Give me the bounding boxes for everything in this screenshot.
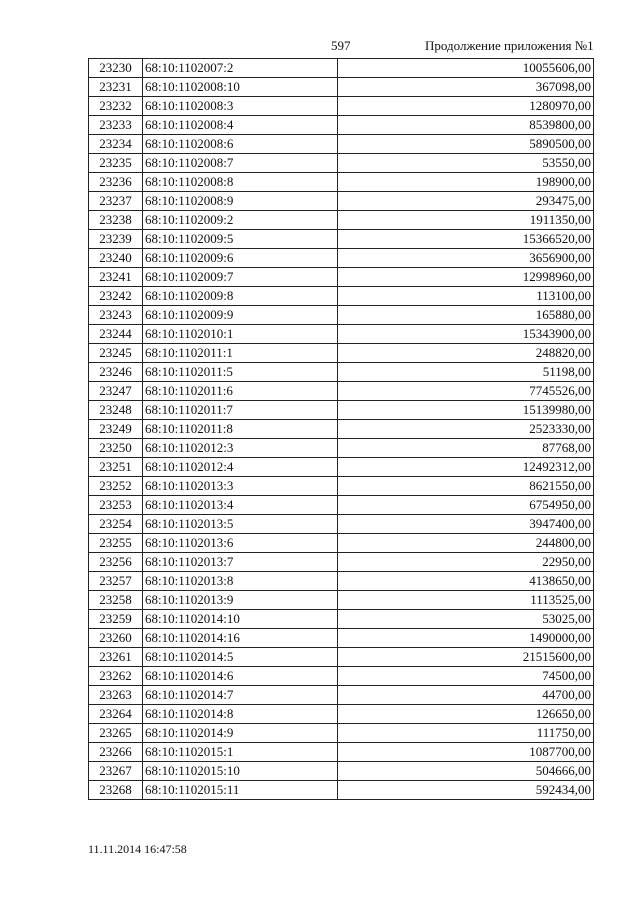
cadastral-number: 68:10:1102008:7 bbox=[143, 154, 338, 173]
cadastral-value: 4138650,00 bbox=[338, 572, 594, 591]
cadastral-value: 2523330,00 bbox=[338, 420, 594, 439]
table-row bbox=[89, 496, 594, 515]
cadastral-number: 68:10:1102015:10 bbox=[143, 762, 338, 781]
row-number: 23245 bbox=[89, 344, 143, 363]
row-number: 23242 bbox=[89, 287, 143, 306]
table-row bbox=[89, 629, 594, 648]
table-row bbox=[89, 781, 594, 800]
cadastral-value: 113100,00 bbox=[338, 287, 594, 306]
row-number: 23231 bbox=[89, 78, 143, 97]
cadastral-value: 87768,00 bbox=[338, 439, 594, 458]
table-row bbox=[89, 268, 594, 287]
row-number: 23264 bbox=[89, 705, 143, 724]
table-row bbox=[89, 230, 594, 249]
cadastral-number: 68:10:1102008:10 bbox=[143, 78, 338, 97]
row-number: 23259 bbox=[89, 610, 143, 629]
row-number: 23243 bbox=[89, 306, 143, 325]
table-row bbox=[89, 667, 594, 686]
row-number: 23253 bbox=[89, 496, 143, 515]
cadastral-number: 68:10:1102014:8 bbox=[143, 705, 338, 724]
cadastral-number: 68:10:1102008:4 bbox=[143, 116, 338, 135]
cadastral-value: 15139980,00 bbox=[338, 401, 594, 420]
row-number: 23252 bbox=[89, 477, 143, 496]
cadastral-number: 68:10:1102008:3 bbox=[143, 97, 338, 116]
cadastral-number: 68:10:1102008:9 bbox=[143, 192, 338, 211]
cadastral-value: 198900,00 bbox=[338, 173, 594, 192]
row-number: 23254 bbox=[89, 515, 143, 534]
row-number: 23250 bbox=[89, 439, 143, 458]
row-number: 23249 bbox=[89, 420, 143, 439]
row-number: 23239 bbox=[89, 230, 143, 249]
cadastral-value: 165880,00 bbox=[338, 306, 594, 325]
cadastral-number: 68:10:1102013:4 bbox=[143, 496, 338, 515]
row-number: 23232 bbox=[89, 97, 143, 116]
table-row bbox=[89, 724, 594, 743]
row-number: 23265 bbox=[89, 724, 143, 743]
cadastral-number: 68:10:1102014:6 bbox=[143, 667, 338, 686]
row-number: 23257 bbox=[89, 572, 143, 591]
table-row bbox=[89, 135, 594, 154]
cadastral-value: 22950,00 bbox=[338, 553, 594, 572]
row-number: 23244 bbox=[89, 325, 143, 344]
table-body bbox=[89, 59, 594, 800]
cadastral-number: 68:10:1102014:10 bbox=[143, 610, 338, 629]
print-timestamp: 11.11.2014 16:47:58 bbox=[88, 842, 187, 856]
row-number: 23256 bbox=[89, 553, 143, 572]
table-row bbox=[89, 363, 594, 382]
cadastral-number: 68:10:1102009:9 bbox=[143, 306, 338, 325]
cadastral-number: 68:10:1102011:7 bbox=[143, 401, 338, 420]
cadastral-value: 15366520,00 bbox=[338, 230, 594, 249]
table-row bbox=[89, 439, 594, 458]
row-number: 23235 bbox=[89, 154, 143, 173]
cadastral-value: 10055606,00 bbox=[338, 59, 594, 78]
cadastral-value: 51198,00 bbox=[338, 363, 594, 382]
cadastral-number: 68:10:1102010:1 bbox=[143, 325, 338, 344]
row-number: 23268 bbox=[89, 781, 143, 800]
cadastral-number: 68:10:1102013:6 bbox=[143, 534, 338, 553]
cadastral-number: 68:10:1102013:7 bbox=[143, 553, 338, 572]
page-caption: Продолжение приложения №1 bbox=[425, 38, 594, 53]
cadastral-value: 12492312,00 bbox=[338, 458, 594, 477]
row-number: 23261 bbox=[89, 648, 143, 667]
cadastral-value: 1280970,00 bbox=[338, 97, 594, 116]
cadastral-number: 68:10:1102015:11 bbox=[143, 781, 338, 800]
table-row bbox=[89, 572, 594, 591]
table-row bbox=[89, 458, 594, 477]
cadastral-number: 68:10:1102014:7 bbox=[143, 686, 338, 705]
cadastral-value: 8539800,00 bbox=[338, 116, 594, 135]
cadastral-value-table bbox=[88, 58, 594, 800]
row-number: 23234 bbox=[89, 135, 143, 154]
cadastral-number: 68:10:1102009:6 bbox=[143, 249, 338, 268]
cadastral-value: 12998960,00 bbox=[338, 268, 594, 287]
row-number: 23267 bbox=[89, 762, 143, 781]
cadastral-value: 1490000,00 bbox=[338, 629, 594, 648]
cadastral-value: 8621550,00 bbox=[338, 477, 594, 496]
cadastral-number: 68:10:1102011:8 bbox=[143, 420, 338, 439]
row-number: 23238 bbox=[89, 211, 143, 230]
row-number: 23246 bbox=[89, 363, 143, 382]
cadastral-number: 68:10:1102011:5 bbox=[143, 363, 338, 382]
cadastral-value: 126650,00 bbox=[338, 705, 594, 724]
table-row bbox=[89, 78, 594, 97]
table-row bbox=[89, 249, 594, 268]
cadastral-value: 1113525,00 bbox=[338, 591, 594, 610]
table-row bbox=[89, 382, 594, 401]
cadastral-value: 244800,00 bbox=[338, 534, 594, 553]
cadastral-value: 5890500,00 bbox=[338, 135, 594, 154]
cadastral-value: 248820,00 bbox=[338, 344, 594, 363]
cadastral-number: 68:10:1102009:8 bbox=[143, 287, 338, 306]
cadastral-value: 44700,00 bbox=[338, 686, 594, 705]
table-row bbox=[89, 344, 594, 363]
table-row bbox=[89, 553, 594, 572]
cadastral-number: 68:10:1102011:1 bbox=[143, 344, 338, 363]
cadastral-number: 68:10:1102014:9 bbox=[143, 724, 338, 743]
cadastral-value: 111750,00 bbox=[338, 724, 594, 743]
table-row bbox=[89, 420, 594, 439]
cadastral-number: 68:10:1102014:16 bbox=[143, 629, 338, 648]
table-row bbox=[89, 743, 594, 762]
table-row bbox=[89, 591, 594, 610]
table-row bbox=[89, 116, 594, 135]
cadastral-number: 68:10:1102009:2 bbox=[143, 211, 338, 230]
row-number: 23263 bbox=[89, 686, 143, 705]
cadastral-value: 1911350,00 bbox=[338, 211, 594, 230]
table-row bbox=[89, 401, 594, 420]
table-row bbox=[89, 477, 594, 496]
cadastral-number: 68:10:1102013:8 bbox=[143, 572, 338, 591]
table-row bbox=[89, 515, 594, 534]
table-row bbox=[89, 534, 594, 553]
row-number: 23255 bbox=[89, 534, 143, 553]
cadastral-value: 74500,00 bbox=[338, 667, 594, 686]
cadastral-value: 293475,00 bbox=[338, 192, 594, 211]
table-row bbox=[89, 287, 594, 306]
row-number: 23248 bbox=[89, 401, 143, 420]
cadastral-number: 68:10:1102007:2 bbox=[143, 59, 338, 78]
cadastral-number: 68:10:1102012:4 bbox=[143, 458, 338, 477]
cadastral-value: 21515600,00 bbox=[338, 648, 594, 667]
table-row bbox=[89, 762, 594, 781]
row-number: 23262 bbox=[89, 667, 143, 686]
table-row bbox=[89, 192, 594, 211]
cadastral-value: 367098,00 bbox=[338, 78, 594, 97]
cadastral-number: 68:10:1102013:5 bbox=[143, 515, 338, 534]
row-number: 23236 bbox=[89, 173, 143, 192]
table-row bbox=[89, 97, 594, 116]
cadastral-number: 68:10:1102014:5 bbox=[143, 648, 338, 667]
cadastral-number: 68:10:1102011:6 bbox=[143, 382, 338, 401]
row-number: 23251 bbox=[89, 458, 143, 477]
cadastral-value: 53550,00 bbox=[338, 154, 594, 173]
cadastral-value: 3947400,00 bbox=[338, 515, 594, 534]
row-number: 23258 bbox=[89, 591, 143, 610]
row-number: 23260 bbox=[89, 629, 143, 648]
cadastral-number: 68:10:1102015:1 bbox=[143, 743, 338, 762]
table-row bbox=[89, 648, 594, 667]
table-row bbox=[89, 154, 594, 173]
cadastral-number: 68:10:1102013:3 bbox=[143, 477, 338, 496]
table-row bbox=[89, 325, 594, 344]
cadastral-number: 68:10:1102008:6 bbox=[143, 135, 338, 154]
row-number: 23237 bbox=[89, 192, 143, 211]
cadastral-number: 68:10:1102008:8 bbox=[143, 173, 338, 192]
cadastral-number: 68:10:1102013:9 bbox=[143, 591, 338, 610]
table-row bbox=[89, 610, 594, 629]
table-row bbox=[89, 705, 594, 724]
cadastral-number: 68:10:1102009:5 bbox=[143, 230, 338, 249]
page-number: 597 bbox=[331, 38, 351, 53]
cadastral-value: 3656900,00 bbox=[338, 249, 594, 268]
row-number: 23233 bbox=[89, 116, 143, 135]
row-number: 23230 bbox=[89, 59, 143, 78]
row-number: 23241 bbox=[89, 268, 143, 287]
row-number: 23240 bbox=[89, 249, 143, 268]
table-row bbox=[89, 211, 594, 230]
cadastral-value: 592434,00 bbox=[338, 781, 594, 800]
cadastral-number: 68:10:1102012:3 bbox=[143, 439, 338, 458]
row-number: 23266 bbox=[89, 743, 143, 762]
table-row bbox=[89, 173, 594, 192]
cadastral-value: 53025,00 bbox=[338, 610, 594, 629]
row-number: 23247 bbox=[89, 382, 143, 401]
cadastral-value: 6754950,00 bbox=[338, 496, 594, 515]
cadastral-value: 504666,00 bbox=[338, 762, 594, 781]
cadastral-value: 7745526,00 bbox=[338, 382, 594, 401]
cadastral-value: 1087700,00 bbox=[338, 743, 594, 762]
cadastral-value: 15343900,00 bbox=[338, 325, 594, 344]
table-row bbox=[89, 306, 594, 325]
cadastral-number: 68:10:1102009:7 bbox=[143, 268, 338, 287]
table-row bbox=[89, 686, 594, 705]
table-row bbox=[89, 59, 594, 78]
